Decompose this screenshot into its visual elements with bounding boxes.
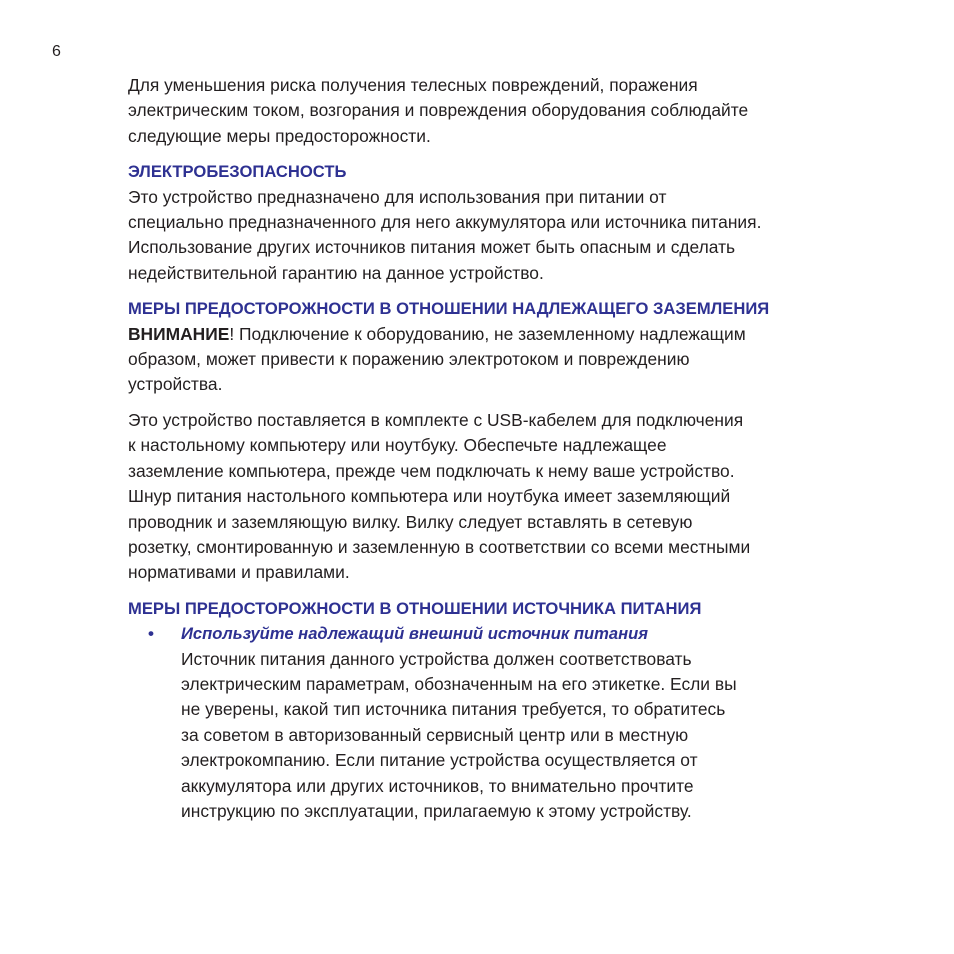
grounding-body-line: Это устройство поставляется в комплекте с USB-кабелем для подключения	[128, 409, 744, 430]
grounding-body-paragraph	[128, 408, 908, 586]
electrical-safety-line: специально предназначенного для него аккумулятора или источника питания.	[128, 212, 762, 233]
warning-text: ! Подключение к оборудованию, не заземленному надлежащим	[229, 323, 746, 344]
grounding-warning-line: образом, может привести к поражению электротоком и повреждению	[128, 349, 690, 370]
warning-label: ВНИМАНИЕ	[128, 323, 230, 344]
grounding-warning-line	[128, 322, 908, 347]
bullet-line: аккумулятора или других источников, то внимательно прочтите	[181, 775, 694, 796]
grounding-body-line: Шнур питания настольного компьютера или ноутбука имеет заземляющий	[128, 486, 731, 507]
bullet-line: Источник питания данного устройства должен соответствовать	[181, 648, 692, 669]
grounding-body-line: к настольному компьютеру или ноутбуку. Обеспечьте надлежащее	[128, 435, 667, 456]
intro-line: следующие меры предосторожности.	[128, 125, 431, 146]
electrical-safety-section	[128, 159, 908, 286]
bullet-icon: •	[148, 624, 154, 644]
bullet-line: электрическим параметрам, обозначенным на его этикетке. Если вы	[181, 673, 737, 694]
power-source-section	[128, 596, 908, 825]
bullet-line: электрокомпанию. Если питание устройства осуществляется от	[181, 750, 698, 771]
electrical-safety-line: Это устройство предназначено для использования при питании от	[128, 186, 667, 207]
intro-paragraph	[128, 73, 908, 149]
grounding-heading: МЕРЫ ПРЕДОСТОРОЖНОСТИ В ОТНОШЕНИИ НАДЛЕЖАЩЕГО ЗАЗЕМЛЕНИЯ	[128, 299, 770, 319]
electrical-safety-line: Использование других источников питания может быть опасным и сделать	[128, 237, 736, 258]
grounding-body-line: проводник и заземляющую вилку. Вилку следует вставлять в сетевую	[128, 511, 693, 532]
electrical-safety-line: недействительной гарантию на данное устройство.	[128, 262, 544, 283]
grounding-body-line: заземление компьютера, прежде чем подключать к нему ваше устройство.	[128, 460, 735, 481]
grounding-section	[128, 296, 908, 398]
bullet-title: Используйте надлежащий внешний источник питания	[181, 624, 649, 644]
power-source-heading: МЕРЫ ПРЕДОСТОРОЖНОСТИ В ОТНОШЕНИИ ИСТОЧНИКА ПИТАНИЯ	[128, 598, 702, 618]
intro-line: электрическим током, возгорания и повреждения оборудования соблюдайте	[128, 100, 749, 121]
bullet-line: не уверены, какой тип источника питания требуется, то обратитесь	[181, 699, 726, 720]
electrical-safety-heading: ЭЛЕКТРОБЕЗОПАСНОСТЬ	[128, 162, 347, 182]
grounding-body-line: розетку, смонтированную и заземленную в соответствии со всеми местными	[128, 536, 751, 557]
bullet-line: за советом в авторизованный сервисный центр или в местную	[181, 724, 689, 745]
page-number: 6	[52, 43, 61, 60]
bullet-item	[128, 621, 908, 824]
bullet-line: инструкцию по эксплуатации, прилагаемую к этому устройству.	[181, 800, 692, 821]
grounding-warning-line: устройства.	[128, 374, 223, 395]
intro-line: Для уменьшения риска получения телесных повреждений, поражения	[128, 75, 698, 95]
document-body	[128, 73, 908, 824]
grounding-body-line: нормативами и правилами.	[128, 562, 350, 583]
